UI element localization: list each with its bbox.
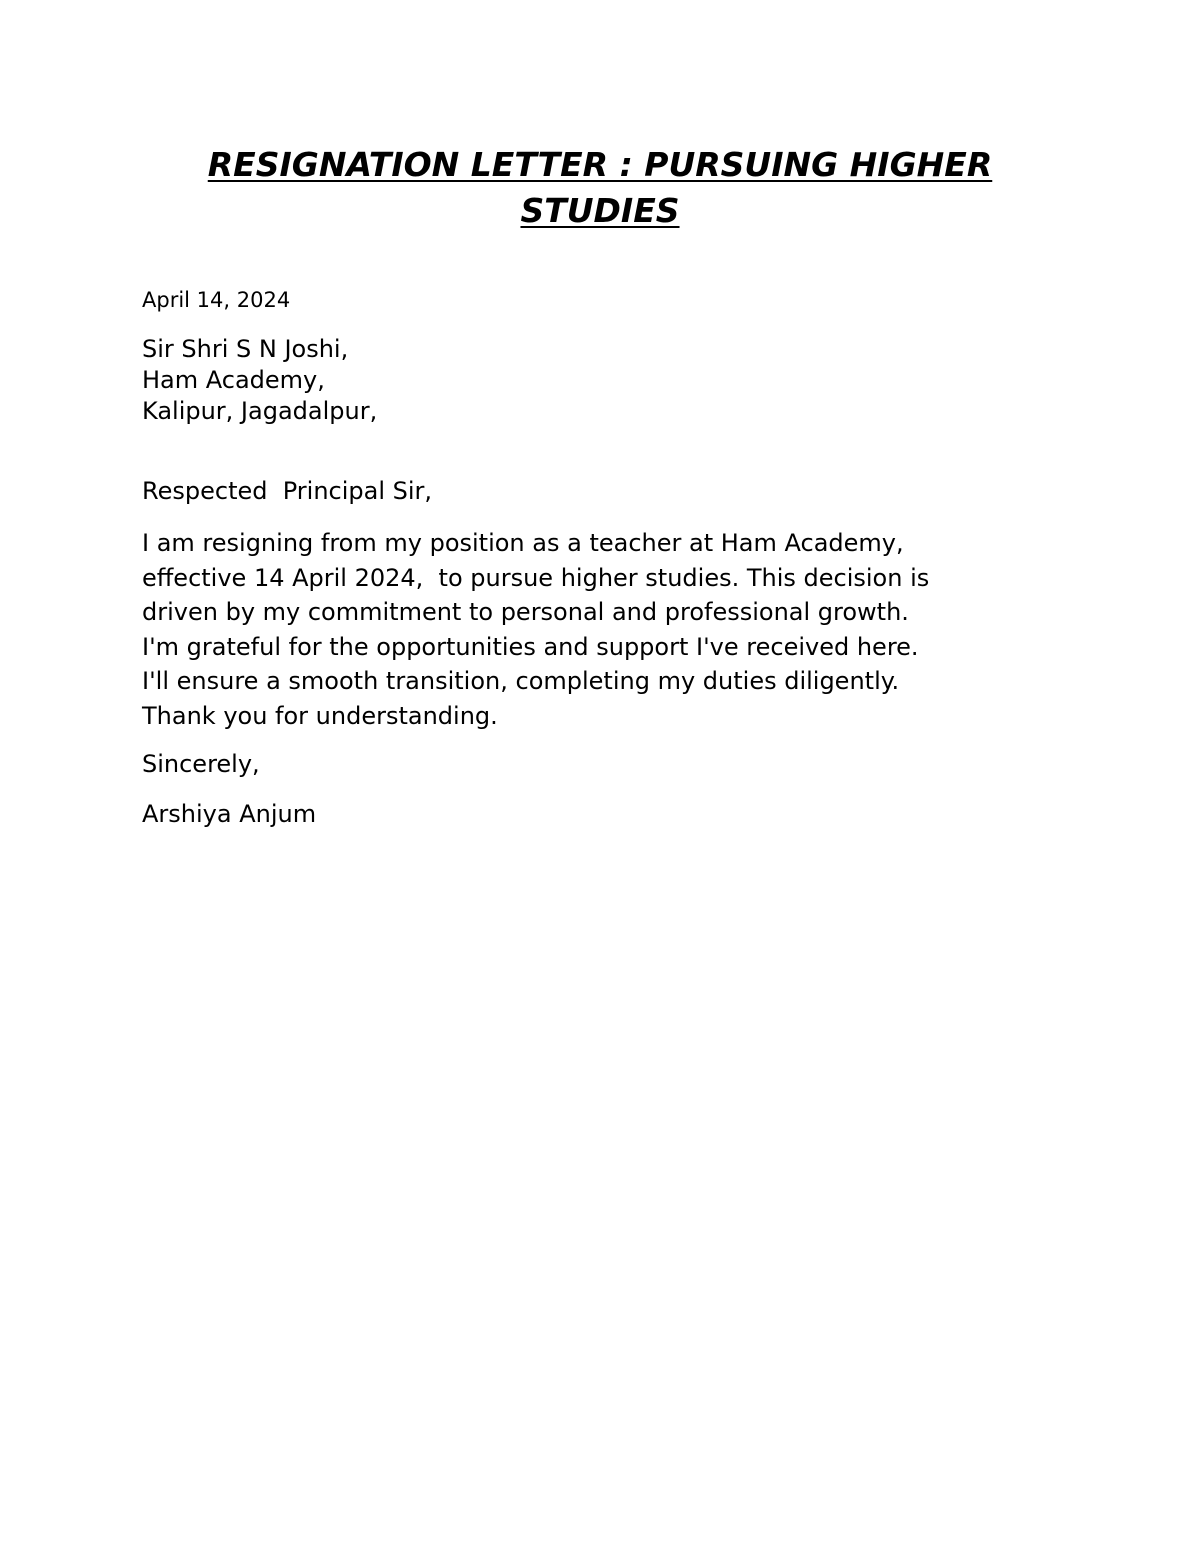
letter-date: April 14, 2024 <box>142 288 291 312</box>
salutation: Respected Principal Sir, <box>142 477 433 505</box>
body-line: Thank you for understanding. <box>142 701 498 730</box>
closing: Sincerely, <box>142 750 260 778</box>
title-line-1: RESIGNATION LETTER : PURSUING HIGHER <box>207 145 993 184</box>
body-line: driven by my commitment to personal and professional growth. <box>142 598 909 627</box>
body-line: I'm grateful for the opportunities and support I've received here. <box>142 632 919 661</box>
title-line-2: STUDIES <box>520 191 680 230</box>
signature-name: Arshiya Anjum <box>142 800 317 828</box>
recipient-location: Kalipur, Jagadalpur, <box>142 397 378 425</box>
body-line: I am resigning from my position as a teacher at Ham Academy, <box>142 529 904 557</box>
letter-title <box>150 142 1050 234</box>
recipient-address <box>142 334 377 427</box>
recipient-name: Sir Shri S N Joshi, <box>142 335 349 363</box>
body-line: I'll ensure a smooth transition, completing my duties diligently. <box>142 667 900 696</box>
body-line: effective 14 April 2024, to pursue higher studies. This decision is <box>142 563 930 592</box>
letter-body <box>142 526 929 734</box>
recipient-organization: Ham Academy, <box>142 366 325 394</box>
